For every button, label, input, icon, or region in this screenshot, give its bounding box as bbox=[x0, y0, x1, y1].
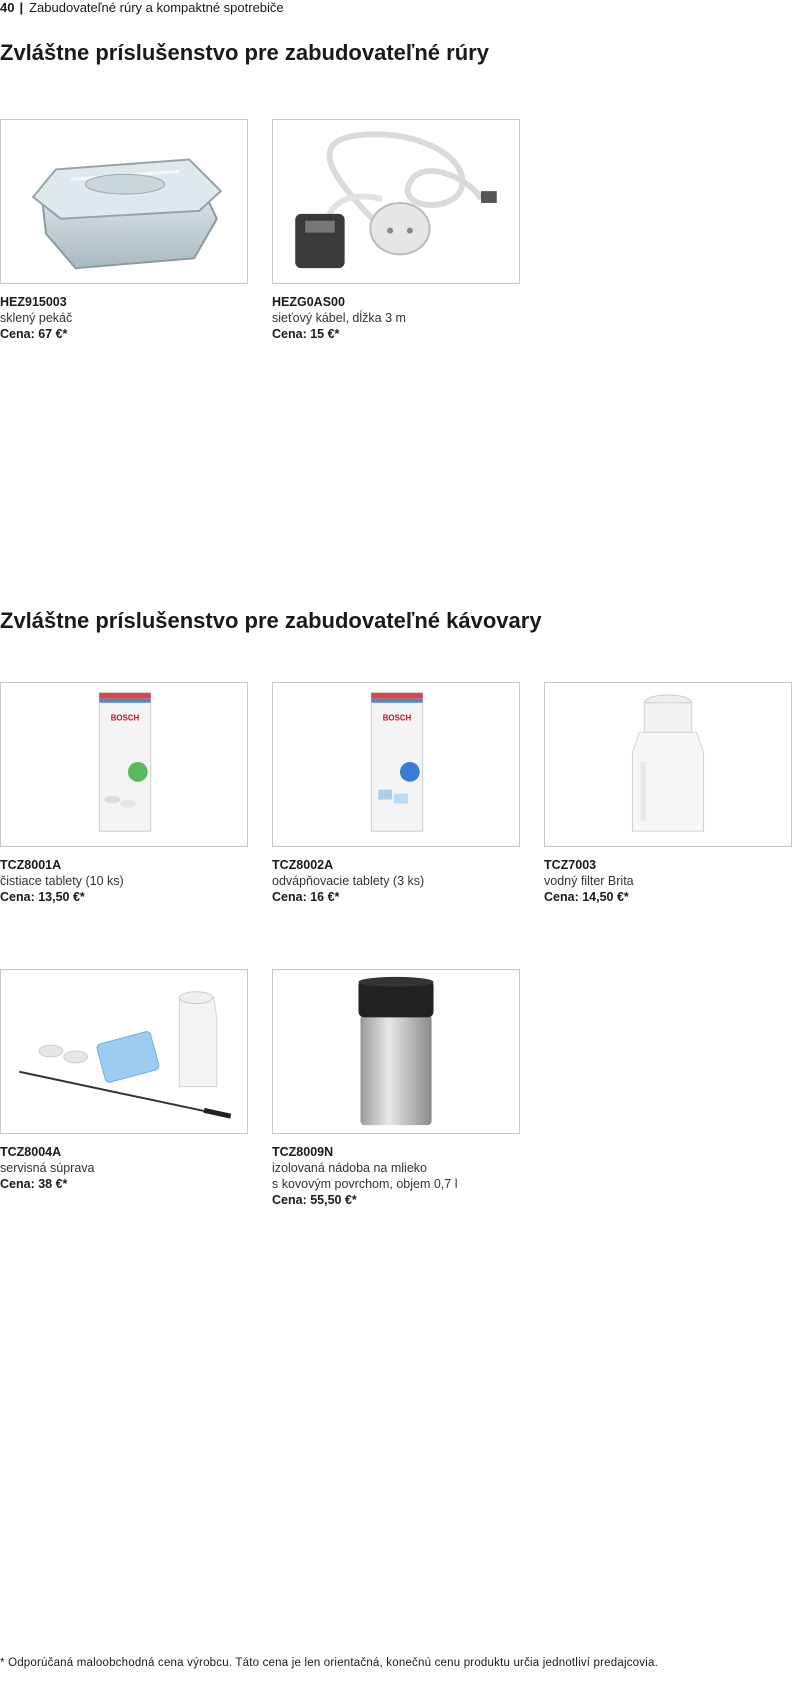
product-code: TCZ7003 bbox=[544, 858, 597, 872]
product-description-line2: s kovovým povrchom, objem 0,7 l bbox=[272, 1177, 458, 1191]
product-description: odvápňovacie tablety (3 ks) bbox=[272, 874, 425, 888]
product-code: HEZG0AS00 bbox=[272, 295, 345, 309]
page-header bbox=[0, 0, 284, 16]
product-description: sklený pekáč bbox=[0, 311, 73, 325]
product-tcz8009n bbox=[272, 1144, 458, 1208]
section-running-title: Zabudovateľné rúry a kompaktné spotrebiče bbox=[29, 0, 284, 15]
product-tcz8002a bbox=[272, 857, 424, 905]
product-tcz8001a bbox=[0, 857, 124, 905]
product-description: izolovaná nádoba na mlieko bbox=[272, 1161, 427, 1175]
box-brand-label: BOSCH bbox=[382, 713, 412, 723]
cleaning-tablets-box-icon bbox=[1, 683, 247, 846]
product-price: Cena: 67 €* bbox=[0, 327, 68, 341]
product-code: TCZ8009N bbox=[272, 1145, 334, 1159]
product-tcz8004a bbox=[0, 1144, 95, 1192]
section-title-coffee: Zvláštne príslušenstvo pre zabudovateľné kávovary bbox=[0, 608, 542, 633]
product-price: Cena: 15 €* bbox=[272, 327, 340, 341]
product-price: Cena: 13,50 €* bbox=[0, 890, 85, 904]
product-image-tcz8004a bbox=[0, 969, 248, 1134]
product-description: čistiace tablety (10 ks) bbox=[0, 874, 124, 888]
product-price: Cena: 38 €* bbox=[0, 1177, 68, 1191]
power-cable-icon bbox=[273, 120, 519, 283]
product-image-tcz7003 bbox=[544, 682, 792, 847]
page-number: 40 bbox=[0, 0, 15, 15]
product-code: TCZ8002A bbox=[272, 858, 334, 872]
product-image-hezg0as00 bbox=[272, 119, 520, 284]
product-tcz7003 bbox=[544, 857, 634, 905]
product-price: Cena: 14,50 €* bbox=[544, 890, 629, 904]
service-kit-icon bbox=[1, 970, 247, 1133]
product-price: Cena: 55,50 €* bbox=[272, 1193, 357, 1207]
product-description: vodný filter Brita bbox=[544, 874, 634, 888]
product-code: TCZ8004A bbox=[0, 1145, 62, 1159]
product-hez915003 bbox=[0, 294, 72, 342]
product-image-hez915003 bbox=[0, 119, 248, 284]
water-filter-icon bbox=[545, 683, 791, 846]
product-price: Cena: 16 €* bbox=[272, 890, 340, 904]
box-brand-label: BOSCH bbox=[110, 713, 140, 723]
price-footnote: * Odporúčaná maloobchodná cena výrobcu. Táto cena je len orientačná, konečnú cenu produktu určia jednotliví predajcovia. bbox=[0, 1657, 658, 1669]
descaling-tablets-box-icon bbox=[273, 683, 519, 846]
product-description: servisná súprava bbox=[0, 1161, 95, 1175]
product-hezg0as00 bbox=[272, 294, 406, 342]
product-code: HEZ915003 bbox=[0, 295, 67, 309]
product-image-tcz8002a bbox=[272, 682, 520, 847]
milk-container-icon bbox=[273, 970, 519, 1133]
product-description: sieťový kábel, dĺžka 3 m bbox=[272, 311, 406, 325]
product-image-tcz8009n bbox=[272, 969, 520, 1134]
header-separator: | bbox=[19, 0, 24, 15]
product-code: TCZ8001A bbox=[0, 858, 62, 872]
section-title-ovens: Zvláštne príslušenstvo pre zabudovateľné rúry bbox=[0, 40, 489, 65]
glass-roaster-icon bbox=[1, 120, 247, 283]
product-image-tcz8001a bbox=[0, 682, 248, 847]
